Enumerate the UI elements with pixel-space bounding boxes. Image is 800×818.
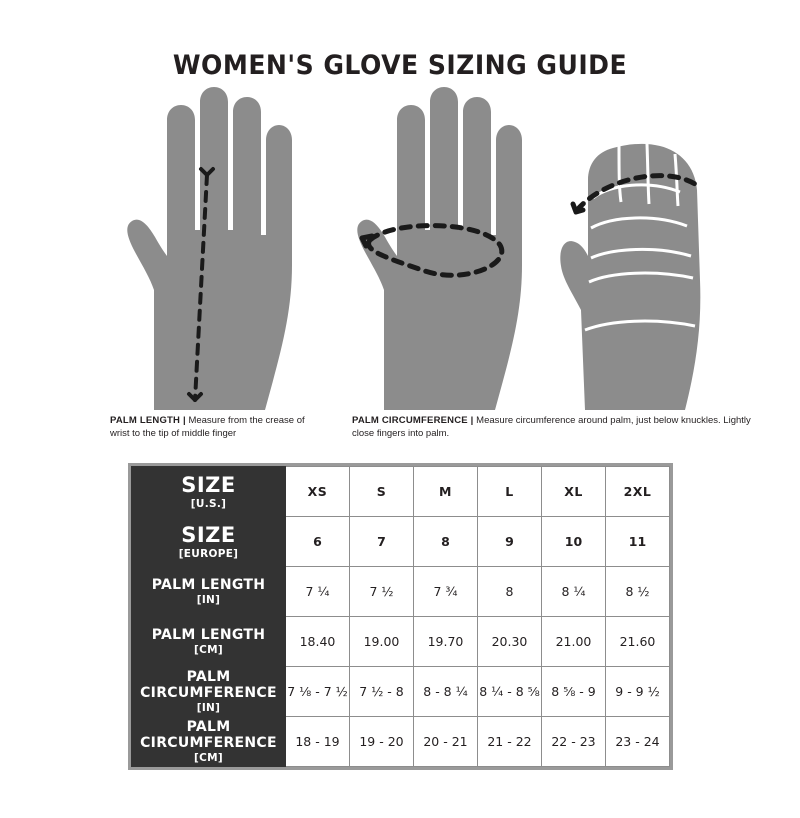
open-palm-circumference-illustration bbox=[332, 80, 537, 410]
row-header-title: PALM LENGTH bbox=[151, 577, 266, 594]
row-header-palm-length-in bbox=[132, 567, 286, 617]
cell-palm-circ-cm-l: 21 - 22 bbox=[478, 717, 542, 767]
row-header-unit: [CM] bbox=[194, 751, 223, 764]
cell-palm-length-in-l: 8 bbox=[478, 567, 542, 617]
palm-length-caption-label: PALM LENGTH | bbox=[110, 415, 186, 426]
cell-size-eu-s: 7 bbox=[350, 517, 414, 567]
cell-size-eu-xs: 6 bbox=[286, 517, 350, 567]
cell-palm-circ-cm-s: 19 - 20 bbox=[350, 717, 414, 767]
cell-size-us-m: M bbox=[414, 467, 478, 517]
table-row bbox=[132, 517, 670, 567]
cell-palm-circ-in-l: 8 ¼ - 8 ⅝ bbox=[478, 667, 542, 717]
palm-circumference-caption bbox=[352, 415, 752, 441]
table-row bbox=[132, 567, 670, 617]
row-header-unit: [EUROPE] bbox=[178, 547, 239, 560]
closed-fist-circumference-illustration bbox=[555, 80, 705, 410]
cell-size-eu-2xl: 11 bbox=[606, 517, 670, 567]
open-palm-length-illustration bbox=[110, 80, 300, 410]
row-header-unit: [IN] bbox=[196, 593, 221, 606]
size-table bbox=[131, 466, 670, 767]
cell-palm-length-cm-xl: 21.00 bbox=[542, 617, 606, 667]
cell-palm-circ-in-m: 8 - 8 ¼ bbox=[414, 667, 478, 717]
cell-palm-circ-in-xs: 7 ⅛ - 7 ½ bbox=[286, 667, 350, 717]
row-header-title: SIZE bbox=[181, 523, 236, 548]
hand-illustrations bbox=[60, 80, 750, 410]
table-row bbox=[132, 667, 670, 717]
palm-length-caption bbox=[110, 415, 320, 441]
cell-size-us-xl: XL bbox=[542, 467, 606, 517]
cell-palm-circ-cm-m: 20 - 21 bbox=[414, 717, 478, 767]
cell-size-us-s: S bbox=[350, 467, 414, 517]
cell-palm-length-cm-2xl: 21.60 bbox=[606, 617, 670, 667]
cell-palm-length-in-xs: 7 ¼ bbox=[286, 567, 350, 617]
palm-circumference-caption-label: PALM CIRCUMFERENCE | bbox=[352, 415, 474, 426]
cell-palm-length-in-xl: 8 ¼ bbox=[542, 567, 606, 617]
cell-size-eu-l: 9 bbox=[478, 517, 542, 567]
row-header-size-us bbox=[132, 467, 286, 517]
cell-size-us-xs: XS bbox=[286, 467, 350, 517]
cell-palm-circ-cm-xl: 22 - 23 bbox=[542, 717, 606, 767]
cell-size-eu-xl: 10 bbox=[542, 517, 606, 567]
table-row bbox=[132, 717, 670, 767]
row-header-title: PALM CIRCUMFERENCE bbox=[140, 669, 277, 702]
row-header-unit: [U.S.] bbox=[190, 497, 227, 510]
cell-palm-length-in-s: 7 ½ bbox=[350, 567, 414, 617]
row-header-unit: [CM] bbox=[194, 643, 223, 656]
cell-palm-length-cm-xs: 18.40 bbox=[286, 617, 350, 667]
cell-palm-circ-cm-2xl: 23 - 24 bbox=[606, 717, 670, 767]
row-header-size-europe bbox=[132, 517, 286, 567]
row-header-palm-circumference-cm bbox=[132, 717, 286, 767]
row-header-title: SIZE bbox=[181, 473, 236, 498]
cell-palm-circ-in-xl: 8 ⅝ - 9 bbox=[542, 667, 606, 717]
table-row bbox=[132, 467, 670, 517]
cell-palm-length-cm-s: 19.00 bbox=[350, 617, 414, 667]
cell-size-us-2xl: 2XL bbox=[606, 467, 670, 517]
size-table-container bbox=[128, 463, 673, 770]
cell-size-us-l: L bbox=[478, 467, 542, 517]
page-title: WOMEN'S GLOVE SIZING GUIDE bbox=[172, 50, 628, 81]
cell-palm-length-in-2xl: 8 ½ bbox=[606, 567, 670, 617]
palm-length-caption-text: Measure from the crease of wrist to the tip of middle finger bbox=[110, 415, 305, 439]
cell-palm-length-in-m: 7 ¾ bbox=[414, 567, 478, 617]
cell-palm-circ-in-s: 7 ½ - 8 bbox=[350, 667, 414, 717]
cell-palm-circ-cm-xs: 18 - 19 bbox=[286, 717, 350, 767]
cell-palm-length-cm-m: 19.70 bbox=[414, 617, 478, 667]
row-header-title: PALM CIRCUMFERENCE bbox=[140, 719, 277, 752]
cell-size-eu-m: 8 bbox=[414, 517, 478, 567]
row-header-palm-length-cm bbox=[132, 617, 286, 667]
cell-palm-length-cm-l: 20.30 bbox=[478, 617, 542, 667]
palm-circumference-caption-text: Measure circumference around palm, just below knuckles. Lightly close fingers into palm. bbox=[352, 415, 751, 439]
table-row bbox=[132, 617, 670, 667]
row-header-unit: [IN] bbox=[196, 701, 221, 714]
row-header-palm-circumference-in bbox=[132, 667, 286, 717]
row-header-title: PALM LENGTH bbox=[151, 627, 266, 644]
cell-palm-circ-in-2xl: 9 - 9 ½ bbox=[606, 667, 670, 717]
